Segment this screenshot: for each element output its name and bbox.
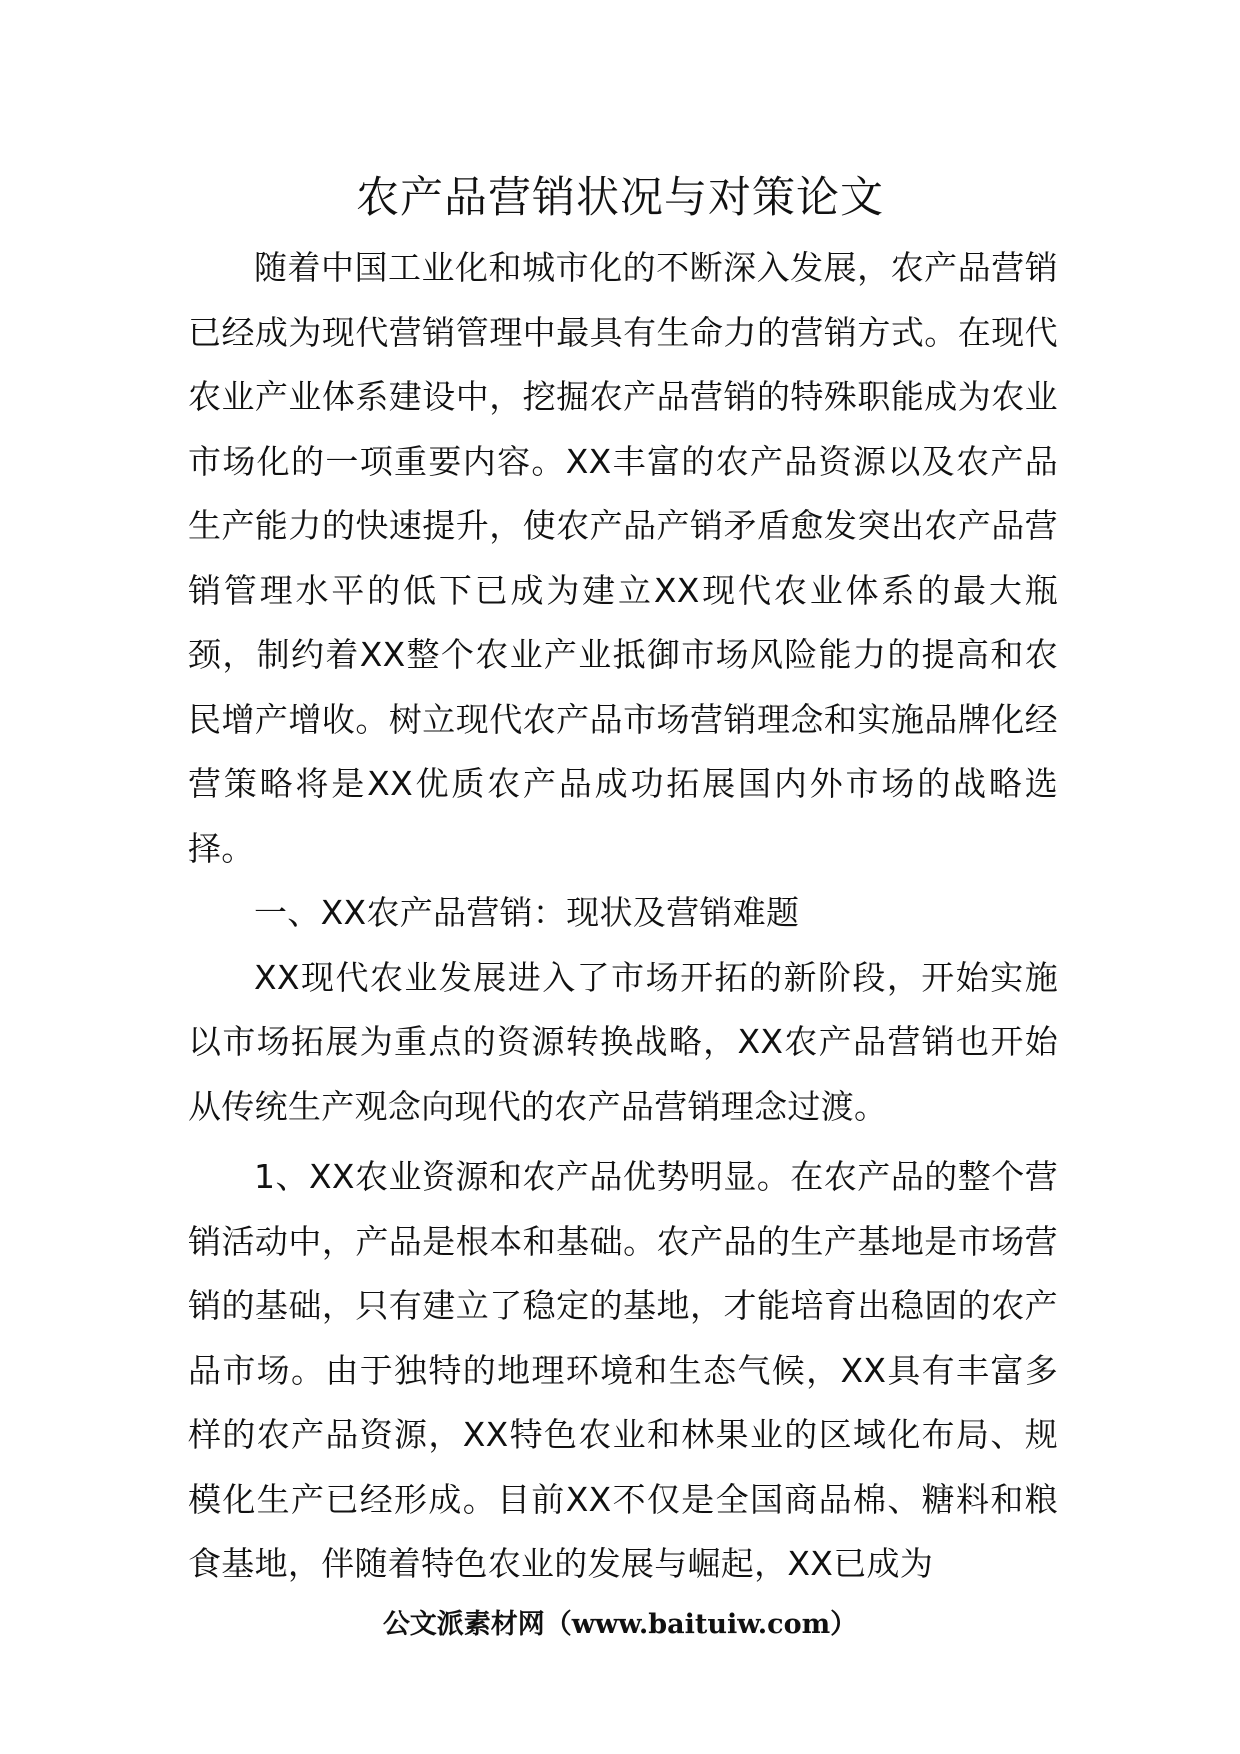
footer-watermark: 公文派素材网（www.baituiw.com） bbox=[382, 1609, 858, 1640]
numbered-paragraph: 1、XX农业资源和农产品优势明显。在农产品的整个营销活动中，产品是根本和基础。农产品的生产基地是市场营销的基础，只有建立了稳定的基地，才能培育出稳固的农产品市场。由于独特的地理环境和生态气候，XX具有丰富多样的农产品资源，XX特色农业和林果业的区域化布局、规模化生产已经形成。目前XX不仅是全国商品棉、糖料和粮食基地，伴随着特色农业的发展与崛起，XX已成为 bbox=[188, 1157, 1058, 1583]
document-title: 农产品营销状况与对策论文 bbox=[356, 173, 884, 223]
section-heading: 一、XX农产品营销：现状及营销难题 bbox=[254, 893, 800, 932]
intro-paragraph: 随着中国工业化和城市化的不断深入发展，农产品营销已经成为现代营销管理中最具有生命力的营销方式。在现代农业产业体系建设中，挖掘农产品营销的特殊职能成为农业市场化的一项重要内容。XX丰富的农产品资源以及农产品生产能力的快速提升，使农产品产销矛盾愈发突出农产品营销管理水平的低下已成为建立XX现代农业体系的最大瓶颈，制约着XX整个农业产业抵御市场风险能力的提高和农民增产增收。树立现代农产品市场营销理念和实施品牌化经营策略将是XX优质农产品成功拓展国内外市场的战略选择。 bbox=[188, 248, 1058, 868]
section-intro-paragraph: XX现代农业发展进入了市场开拓的新阶段，开始实施以市场拓展为重点的资源转换战略，XX农产品营销也开始从传统生产观念向现代的农产品营销理念过渡。 bbox=[188, 957, 1058, 1126]
document-body bbox=[188, 236, 1058, 1597]
